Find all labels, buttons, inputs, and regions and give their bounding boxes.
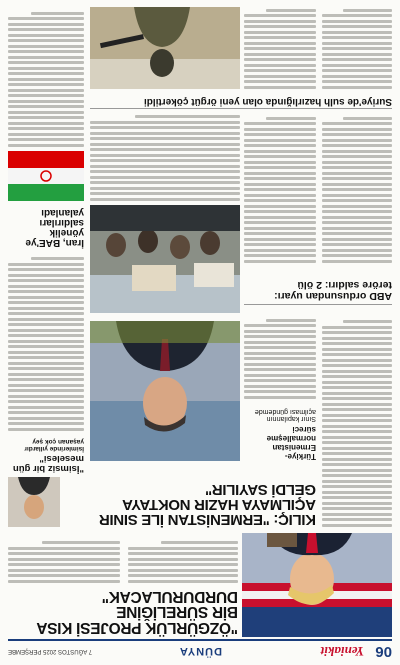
side-story-top-subhead: İsimlerinde yıllardır yaşanan çok şey [24, 438, 84, 452]
iran-flag-photo-drawing [8, 151, 84, 201]
top-story-headline: "ÖZGÜRLÜK PROJESİ KISA BİR SÜRELİĞİNE DURDURULACAK" [37, 588, 238, 636]
side-story-photo [8, 477, 60, 527]
side-story-top-body [8, 251, 84, 431]
page-number: 06 [375, 643, 392, 660]
bottom-story-body [322, 7, 392, 89]
bottom-story-headline: Suriye'de sulh hazırlığında olan yeni örgüt çökertildi [144, 96, 392, 107]
lower-right-photo [8, 151, 84, 201]
middle-lower-body [90, 113, 240, 201]
top-story [8, 587, 238, 635]
lower-right-story [8, 203, 84, 247]
middle-story-photo-drawing [90, 321, 240, 461]
lower-left-body-2 [244, 113, 316, 263]
side-story-photo-drawing [8, 477, 60, 527]
lower-left-story [244, 261, 392, 305]
page-header [8, 639, 392, 661]
issue-date: 7 AĞUSTOS 2025 PERŞEMBE [8, 648, 92, 654]
top-story-photo [242, 533, 392, 637]
top-story-body-2 [8, 533, 120, 583]
logo: Yeniakit [320, 644, 364, 659]
lower-middle-photo-drawing [90, 205, 240, 313]
lower-left-headline: ABD ordusundan uyarı: teröre saldırı: 2 ölü [274, 279, 392, 302]
bottom-story [90, 90, 392, 109]
left-column-body [322, 317, 392, 527]
top-story-body [128, 533, 238, 583]
middle-story-photo [90, 321, 240, 461]
bottom-story-photo [90, 7, 240, 89]
bottom-story-body-2 [244, 7, 316, 89]
middle-side-headline: Türkiye-Ermenistan normalleşme süreci [266, 425, 316, 461]
lower-right-headline: İran, BAE'ye yönelik saldırıları yalanladı [25, 207, 84, 248]
bottom-story-photo-drawing [90, 7, 240, 89]
side-story-top [8, 433, 84, 473]
lower-left-body [322, 113, 392, 263]
side-story-top-headline: "İsimsiz bir gün meselesi" [12, 453, 84, 474]
top-story-photo-drawing [242, 533, 392, 637]
middle-story [91, 465, 316, 527]
lower-middle-photo [90, 205, 240, 313]
middle-story-headline: KILIÇ: "ERMENİSTAN İLE SINIR AÇILMAYA HAZIR NOKTAYA GELDİ SAYILIR" [99, 481, 316, 528]
middle-side-subhead: Sınır kapılarının açılması gündemde [254, 408, 316, 422]
lower-right-body [8, 7, 84, 147]
section-title: DÜNYA [178, 645, 222, 657]
middle-side [244, 401, 316, 461]
middle-side-body [244, 317, 316, 399]
